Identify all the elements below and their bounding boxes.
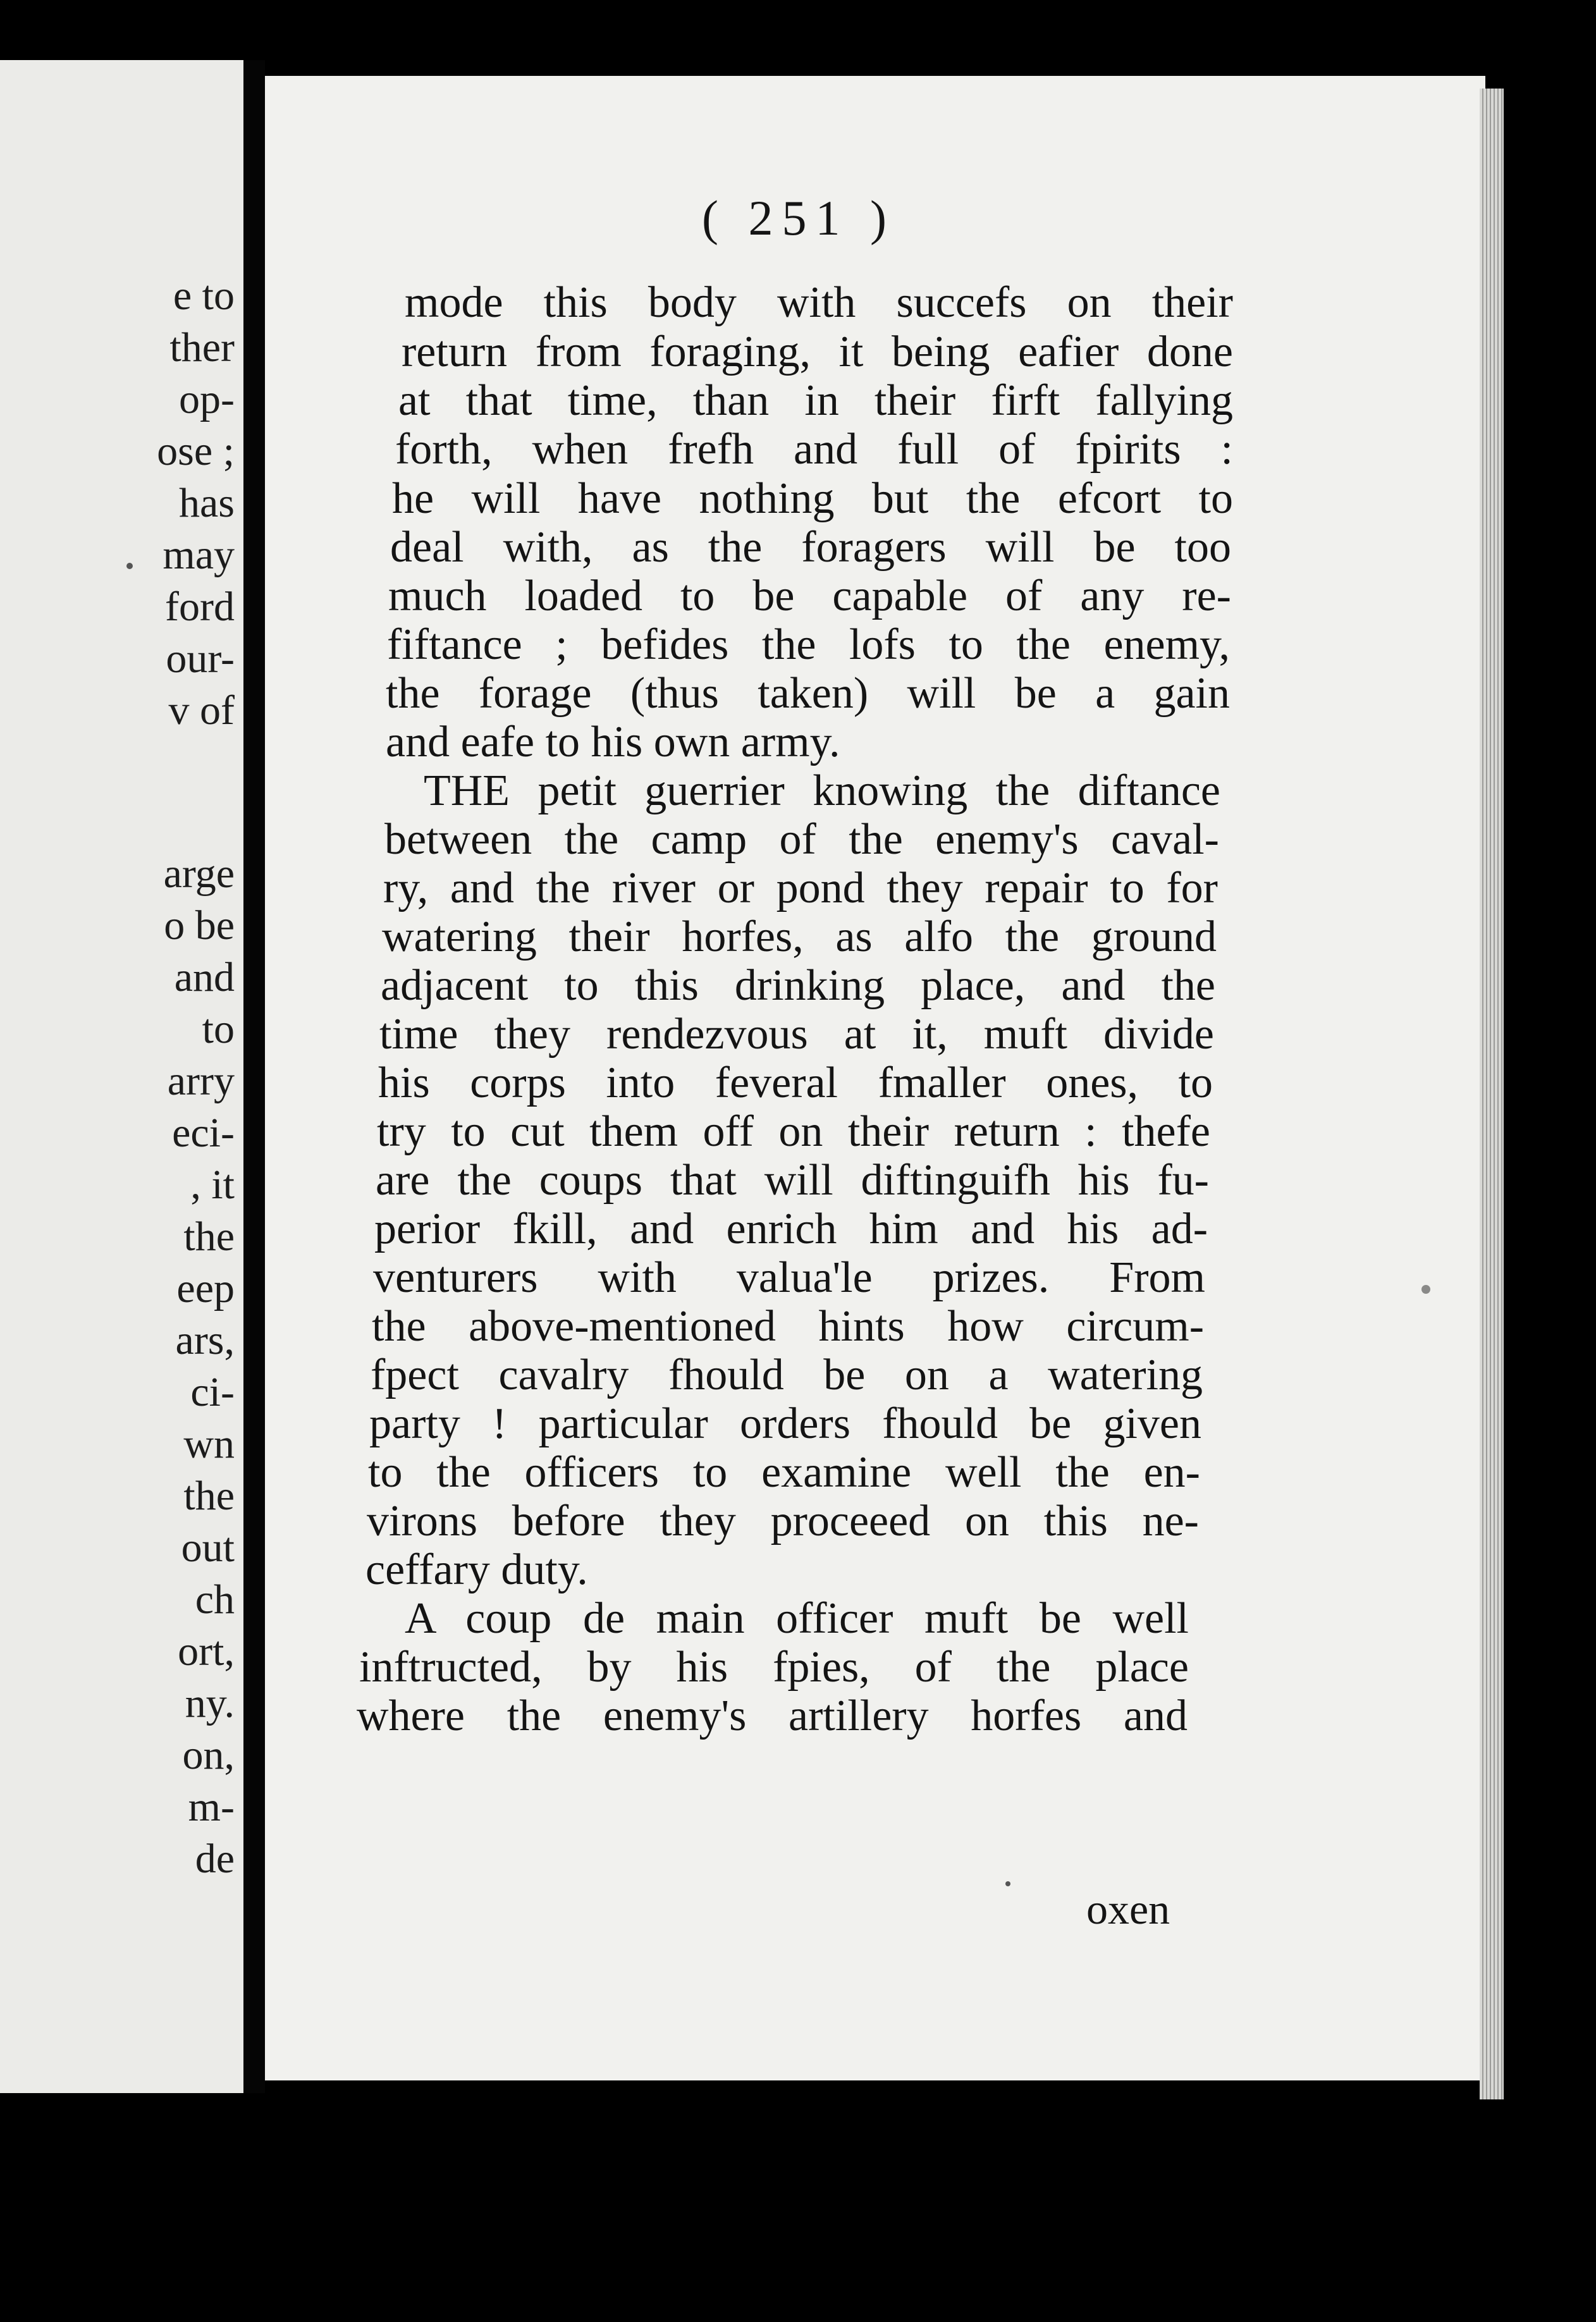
text-line: ry, and the river or pond they repair to for [383, 864, 1218, 912]
text-line: ceffary duty. [365, 1545, 588, 1594]
facing-page-line: ther [169, 324, 235, 371]
book-gutter [243, 60, 265, 2093]
text-line: adjacent to this drinking place, and the [381, 961, 1215, 1010]
text-line: watering their horfes, as alfo the ground [382, 912, 1217, 961]
facing-page-line: , it [190, 1162, 235, 1208]
text-line: fiftance ; befides the lofs to the enemy, [387, 620, 1230, 669]
text-line: A coup de main officer muft be well [405, 1594, 1189, 1643]
page-number: ( 251 ) [702, 190, 895, 245]
catchword: oxen [1086, 1885, 1170, 1933]
text-line: party ! particular orders fhould be given [369, 1399, 1201, 1448]
text-line: are the coups that will diftinguifh his fu- [376, 1156, 1209, 1205]
facing-page-line: eci- [172, 1110, 235, 1156]
text-line: virons before they proceeed on this ne- [367, 1497, 1199, 1545]
text-line: THE petit guerrier knowing the diftance [424, 766, 1220, 815]
facing-page-line: arge [163, 851, 235, 897]
facing-page-line: ford [165, 584, 235, 630]
facing-page-line: m- [188, 1784, 235, 1830]
text-line: and eafe to his own army. [386, 718, 840, 766]
facing-page-line: de [195, 1836, 235, 1882]
ink-speck [1005, 1881, 1010, 1886]
text-line: to the officers to examine well the en- [368, 1448, 1200, 1497]
text-line: mode this body with succefs on their [405, 278, 1233, 327]
facing-page-line: ny. [185, 1680, 235, 1726]
text-line: return from foraging, it being eafier done [402, 328, 1233, 376]
facing-page-line: arry [167, 1058, 235, 1104]
text-line: where the enemy's artillery horfes and [357, 1692, 1188, 1740]
ink-speck [126, 563, 133, 569]
facing-page-line: and [174, 954, 235, 1000]
text-line: the forage (thus taken) will be a gain [386, 669, 1230, 718]
text-line: forth, when frefh and full of fpirits : [395, 425, 1233, 474]
facing-page-line: ort, [178, 1628, 235, 1674]
facing-page-line: ars, [175, 1317, 235, 1363]
facing-page-line: out [181, 1525, 235, 1571]
facing-page-line: o be [164, 902, 235, 949]
text-line: venturers with valua'le prizes. From [373, 1253, 1205, 1302]
facing-page-line: ch [195, 1576, 235, 1623]
facing-page-line: e to [173, 273, 235, 319]
facing-page-line: on, [182, 1732, 235, 1778]
text-line: time they rendezvous at it, muft divide [379, 1010, 1214, 1059]
text-line: perior fkill, and enrich him and his ad- [374, 1205, 1208, 1253]
text-line: much loaded to be capable of any re- [388, 572, 1231, 620]
text-line: fpect cavalry fhould be on a watering [371, 1351, 1203, 1399]
text-line: inftructed, by his fpies, of the place [359, 1643, 1189, 1692]
ink-speck [1421, 1285, 1430, 1294]
text-line: between the camp of the enemy's caval- [384, 815, 1219, 864]
text-line: try to cut them off on their return : thefe [377, 1107, 1210, 1156]
facing-page-line: op- [179, 376, 235, 422]
facing-page-line: our- [166, 636, 235, 682]
facing-page-line: ci- [190, 1369, 235, 1415]
facing-page-line: to [202, 1006, 235, 1052]
page-edges [1480, 89, 1504, 2099]
facing-page-line: wn [183, 1421, 235, 1467]
facing-page-line: eep [176, 1265, 235, 1312]
facing-page-fragment [0, 60, 243, 2093]
facing-page-line: has [179, 480, 235, 526]
facing-page-line: ose ; [157, 428, 235, 474]
facing-page-line: may [163, 532, 235, 578]
text-line: the above-mentioned hints how circum- [372, 1302, 1204, 1351]
facing-page-line: the [183, 1473, 235, 1519]
text-line: he will have nothing but the efcort to [392, 474, 1233, 523]
text-line: at that time, than in their firft fallying [398, 376, 1233, 425]
facing-page-line: the [183, 1213, 235, 1260]
text-line: deal with, as the foragers will be too [390, 523, 1231, 572]
text-line: his corps into feveral fmaller ones, to [378, 1059, 1213, 1107]
facing-page-line: v of [168, 687, 235, 734]
